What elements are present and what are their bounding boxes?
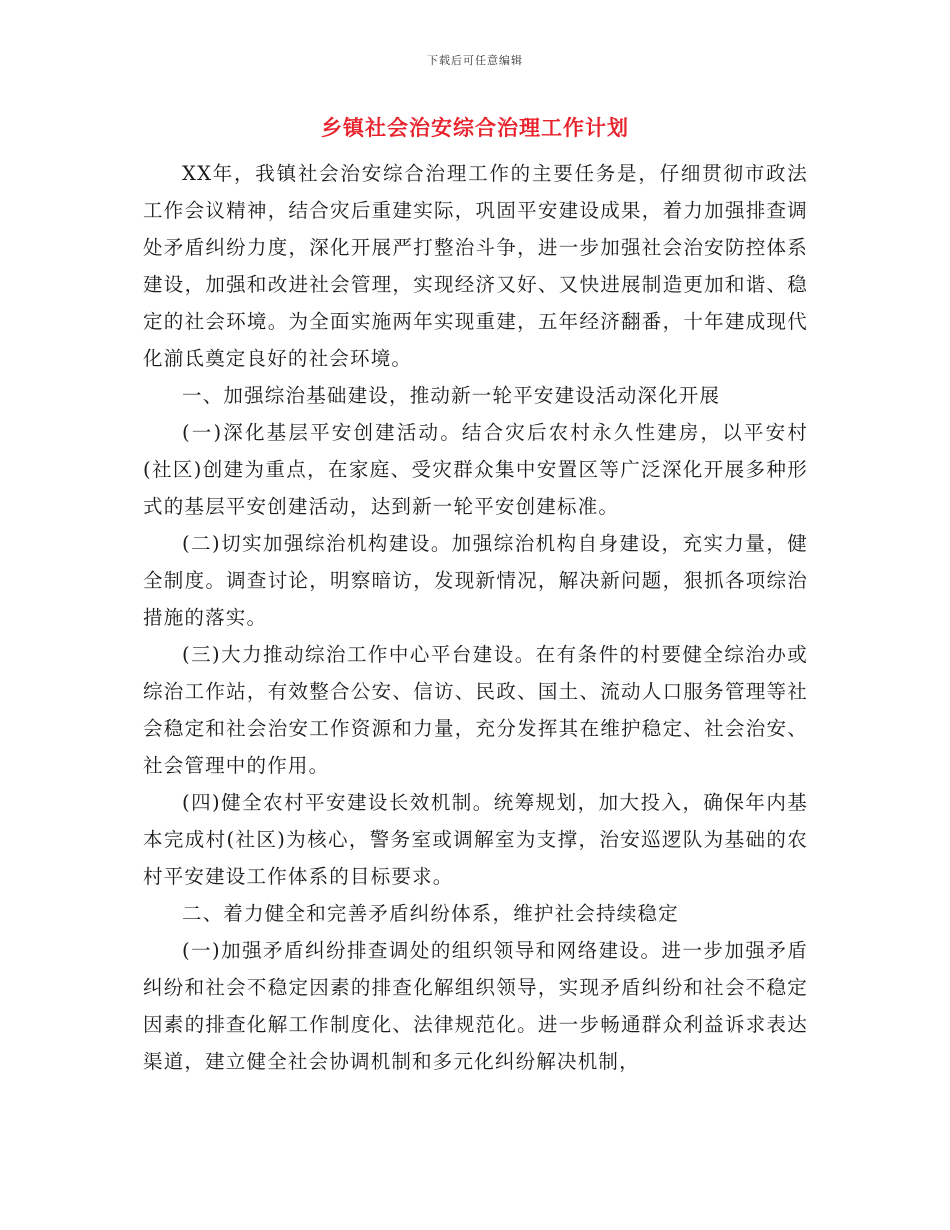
paragraph-1-2: (二)切实加强综治机构建设。加强综治机构自身建设，充实力量，健全制度。调查讨论，明察暗访，发现新情况，解决新问题，狠抓各项综治措施的落实。 [143, 532, 808, 629]
paragraph-1-3: (三)大力推动综治工作中心平台建设。在有条件的村要健全综治办或综治工作站，有效整合公安、信访、民政、国土、流动人口服务管理等社会稳定和社会治安工作资源和力量，充分发挥其在维护稳定、社会治安、社会管理中的作用。 [143, 643, 808, 777]
paragraph-1-4: (四)健全农村平安建设长效机制。统筹规划，加大投入，确保年内基本完成村(社区)为核心，警务室或调解室为支撑，治安巡逻队为基础的农村平安建设工作体系的目标要求。 [143, 791, 808, 888]
paragraph-intro: XX年，我镇社会治安综合治理工作的主要任务是，仔细贯彻市政法工作会议精神，结合灾后重建实际，巩固平安建设成果，着力加强排查调处矛盾纠纷力度，深化开展严打整治斗争，进一步加强社会治安防控体系建设，加强和改进社会管理，实现经济又好、又快进展制造更加和谐、稳定的社会环境。为全面实施两年实现重建，五年经济翻番，十年建成现代化湔氐奠定良好的社会环境。 [143, 162, 808, 370]
section-heading-1: 一、加强综治基础建设，推动新一轮平安建设活动深化开展 [182, 384, 721, 407]
paragraph-2-1: (一)加强矛盾纠纷排查调处的组织领导和网络建设。进一步加强矛盾纠纷和社会不稳定因素的排查化解组织领导，实现矛盾纠纷和社会不稳定因素的排查化解工作制度化、法律规范化。进一步畅通群众利益诉求表达渠道，建立健全社会协调机制和多元化纠纷解决机制， [143, 939, 808, 1073]
document-body [143, 155, 808, 1080]
section-heading-2: 二、着力健全和完善矛盾纠纷体系，维护社会持续稳定 [182, 902, 679, 925]
header-note: 下载后可任意编辑 [427, 54, 523, 67]
paragraph-1-1: (一)深化基层平安创建活动。结合灾后农村永久性建房，以平安村(社区)创建为重点，在家庭、受灾群众集中安置区等广泛深化开展多种形式的基层平安创建活动，达到新一轮平安创建标准。 [143, 421, 808, 518]
document-title: 乡镇社会治安综合治理工作计划 [321, 115, 629, 140]
